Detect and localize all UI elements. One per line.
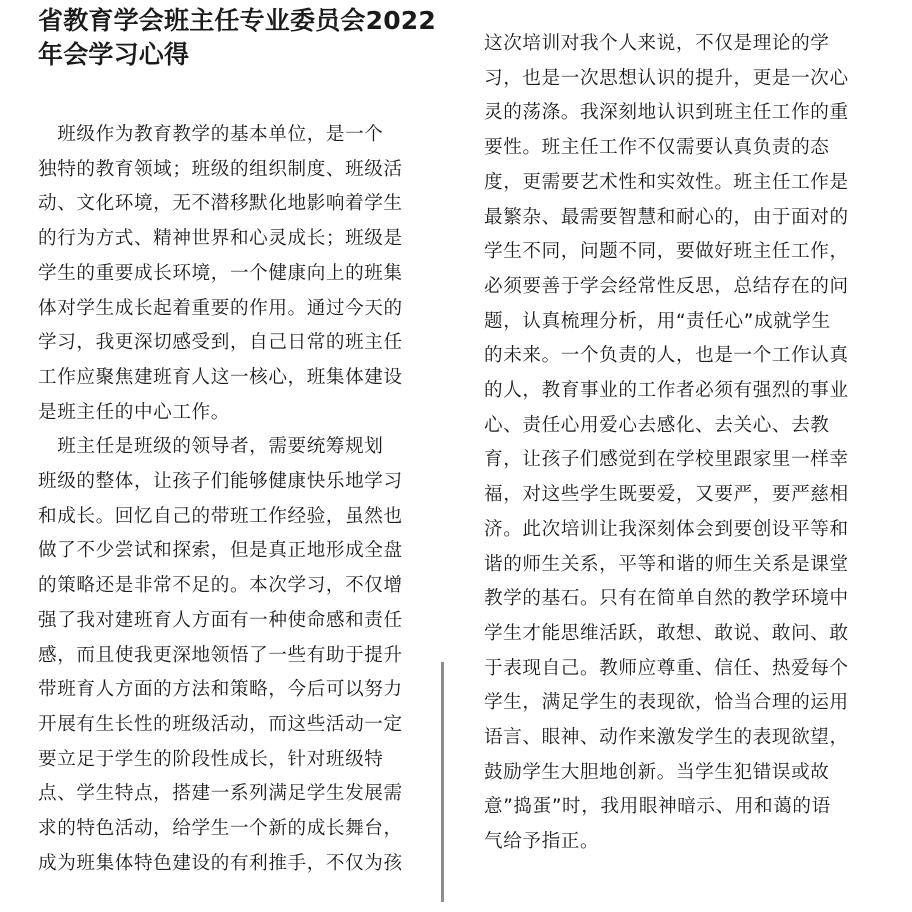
title-line: 年会学习心得	[38, 40, 190, 69]
paragraph-teacher-as-leader	[38, 430, 418, 881]
text-line: 福，对这些学生既要爱，又要严，要严慈相	[484, 484, 849, 506]
text-line: 学生的重要成长环境，一个健康向上的班集	[38, 262, 403, 284]
text-line: 气给予指正。	[484, 831, 600, 853]
document-title	[38, 4, 436, 72]
text-line: 感，而且使我更深地领悟了一些有助于提升	[38, 644, 403, 666]
text-line: 工作应聚焦建班育人这一核心，班集体建设	[38, 366, 403, 388]
right-column	[484, 0, 874, 860]
text-line: 必须要善于学会经常性反思，总结存在的问	[484, 275, 849, 297]
text-line: 题，认真梳理分析，用“责任心”成就学生	[484, 310, 831, 332]
text-line: 于表现自己。教师应尊重、信任、热爱每个	[484, 657, 849, 679]
text-line: 是班主任的中心工作。	[38, 401, 230, 423]
text-line: 育，让孩子们感觉到在学校里跟家里一样幸	[484, 449, 849, 471]
left-column	[38, 0, 436, 881]
text-line: 学生不同，问题不同，要做好班主任工作，	[484, 241, 849, 263]
text-line: 最繁杂、最需要智慧和耐心的，由于面对的	[484, 206, 849, 228]
text-line: 灵的荡涤。我深刻地认识到班主任工作的重	[484, 102, 849, 124]
text-line: 班主任是班级的领导者，需要统筹规划	[38, 436, 384, 458]
text-line: 这次培训对我个人来说，不仅是理论的学	[484, 33, 830, 54]
text-line: 学习，我更深切感受到，自己日常的班主任	[38, 332, 403, 354]
text-line: 济。此次培训让我深刻体会到要创设平等和	[484, 518, 849, 540]
text-line: 要性。班主任工作不仅需要认真负责的态	[484, 137, 830, 159]
text-line: 意”捣蛋”时，我用眼神暗示、用和蔼的语	[484, 796, 831, 818]
text-line: 要立足于学生的阶段性成长，针对班级特	[38, 748, 384, 770]
text-line: 和成长。回忆自己的带班工作经验，虽然也	[38, 505, 403, 527]
text-line: 带班育人方面的方法和策略，今后可以努力	[38, 679, 403, 701]
text-line: 的行为方式、精神世界和心灵成长；班级是	[38, 228, 403, 250]
text-line: 班级的整体，让孩子们能够健康快乐地学习	[38, 471, 403, 493]
text-line: 动、文化环境，无不潜移默化地影响着学生	[38, 193, 403, 215]
text-line: 度，更需要艺术性和实效性。班主任工作是	[484, 171, 849, 193]
text-line: 求的特色活动，给学生一个新的成长舞台，	[38, 818, 403, 840]
text-line: 心、责任心用爱心去感化、去关心、去教	[484, 414, 830, 436]
text-line: 学生才能思维活跃，敢想、敢说、敢问、敢	[484, 622, 849, 644]
paragraph-class-as-unit	[38, 118, 418, 430]
paragraph-training-reflection	[484, 27, 874, 860]
text-line: 做了不少尝试和探索，但是真正地形成全盘	[38, 540, 403, 562]
column-divider	[441, 662, 444, 902]
text-line: 开展有生长性的班级活动，而这些活动一定	[38, 713, 403, 735]
text-line: 的策略还是非常不足的。本次学习，不仅增	[38, 575, 403, 597]
text-line: 点、学生特点，搭建一系列满足学生发展需	[38, 783, 403, 805]
text-line: 习，也是一次思想认识的提升，更是一次心	[484, 67, 849, 89]
text-line: 体对学生成长起着重要的作用。通过今天的	[38, 297, 403, 319]
text-line: 的未来。一个负责的人，也是一个工作认真	[484, 345, 849, 367]
text-line: 成为班集体特色建设的有利推手，不仅为孩	[38, 852, 403, 874]
text-line: 教学的基石。只有在简单自然的教学环境中	[484, 588, 849, 610]
text-line: 独特的教育领域；班级的组织制度、班级活	[38, 158, 403, 180]
text-line: 语言、眼神、动作来激发学生的表现欲望，	[484, 727, 849, 749]
text-line: 的人，教育事业的工作者必须有强烈的事业	[484, 380, 849, 402]
text-line: 鼓励学生大胆地创新。当学生犯错误或故	[484, 761, 830, 783]
text-line: 谐的师生关系，平等和谐的师生关系是课堂	[484, 553, 849, 575]
text-line: 班级作为教育教学的基本单位，是一个	[38, 124, 384, 145]
text-line: 学生，满足学生的表现欲，恰当合理的运用	[484, 692, 849, 714]
text-line: 强了我对建班育人方面有一种使命感和责任	[38, 609, 403, 631]
title-line: 省教育学会班主任专业委员会2022	[38, 6, 436, 35]
